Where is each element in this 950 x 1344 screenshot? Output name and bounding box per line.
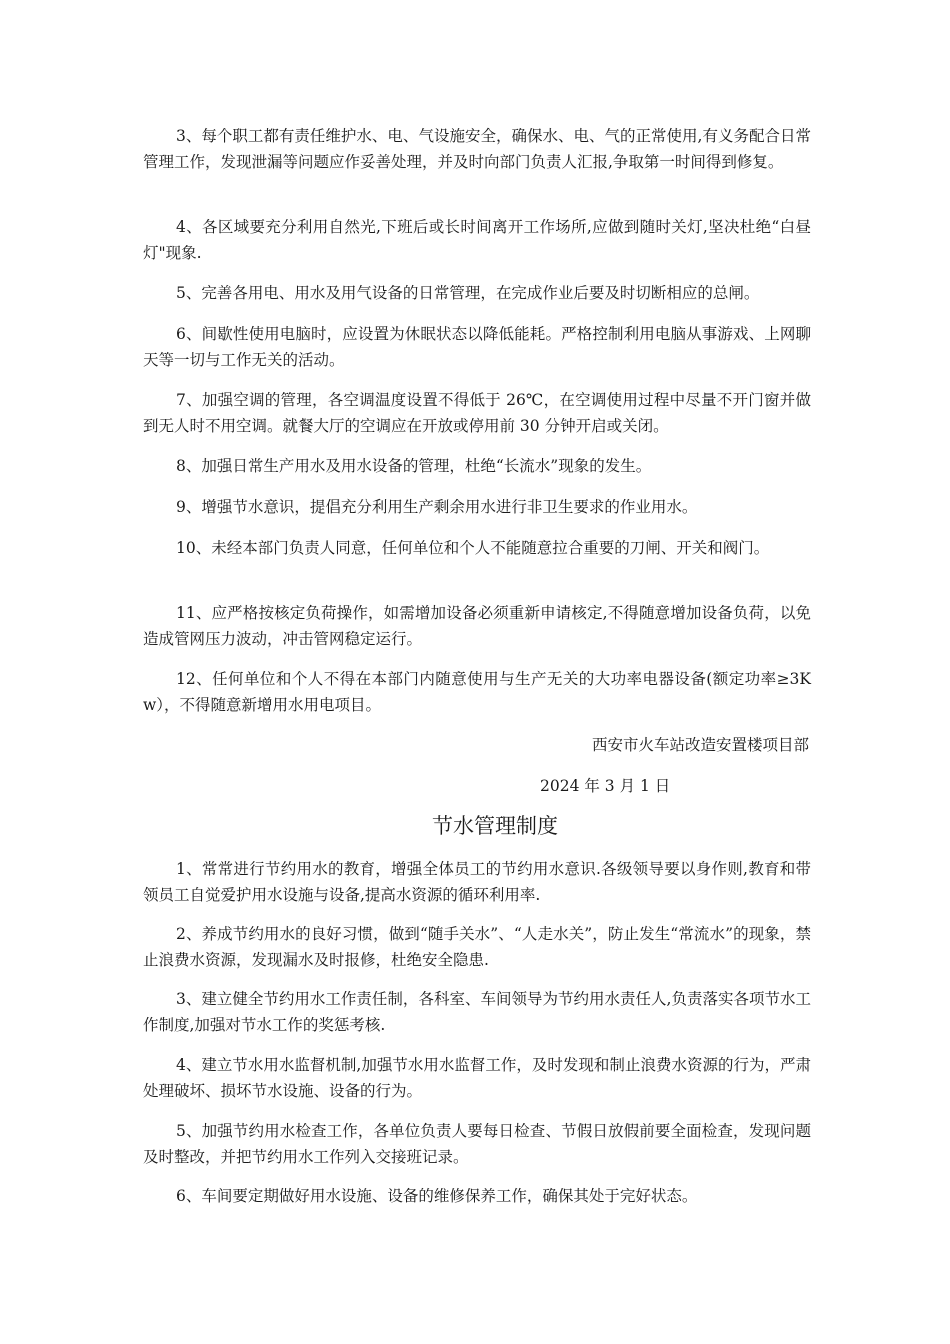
water-rule-item-4: 4、建立节水用水监督机制,加强节水用水监督工作，及时发现和制止浪费水资源的行为，严肃处理破坏、损坏节水设施、设备的行为。: [143, 1056, 811, 1100]
section-title: 节水管理制度: [432, 814, 558, 838]
water-rule-item-2: 2、养成节约用水的良好习惯，做到“随手关水”、“人走水关”，防止发生“常流水”的现象，禁止浪费水资源，发现漏水及时报修，杜绝安全隐患.: [143, 925, 811, 969]
water-rule-item-5: 5、加强节约用水检查工作，各单位负责人要每日检查、节假日放假前要全面检查，发现问题及时整改，并把节约用水工作列入交接班记录。: [143, 1122, 811, 1166]
rule-item-4: 4、各区域要充分利用自然光,下班后或长时间离开工作场所,应做到随时关灯,坚决杜绝“白昼灯"现象.: [143, 218, 811, 262]
rule-item-6: 6、间歇性使用电脑时，应设置为休眠状态以降低能耗。严格控制利用电脑从事游戏、上网聊天等一切与工作无关的活动。: [143, 325, 811, 369]
rule-item-5: 5、完善各用电、用水及用气设备的日常管理，在完成作业后要及时切断相应的总闸。: [176, 284, 760, 302]
water-rule-item-6: 6、车间要定期做好用水设施、设备的维修保养工作，确保其处于完好状态。: [176, 1187, 698, 1205]
rule-item-10: 10、未经本部门负责人同意，任何单位和个人不能随意拉合重要的刀闸、开关和阀门。: [176, 539, 770, 557]
signature-organization: 西安市火车站改造安置楼项目部: [591, 736, 809, 754]
rule-item-12: 12、任何单位和个人不得在本部门内随意使用与生产无关的大功率电器设备(额定功率≥3Kw），不得随意新增用水用电项目。: [143, 670, 811, 714]
water-rule-item-3: 3、建立健全节约用水工作责任制，各科室、车间领导为节约用水责任人,负责落实各项节水工作制度,加强对节水工作的奖惩考核.: [143, 990, 811, 1034]
rule-item-7: 7、加强空调的管理，各空调温度设置不得低于 26℃，在空调使用过程中尽量不开门窗并做到无人时不用空调。就餐大厅的空调应在开放或停用前 30 分钟开启或关闭。: [143, 391, 811, 435]
rule-item-9: 9、增强节水意识，提倡充分利用生产剩余用水进行非卫生要求的作业用水。: [176, 498, 698, 516]
signature-date: 2024 年 3 月 1 日: [540, 777, 671, 795]
rule-item-8: 8、加强日常生产用水及用水设备的管理，杜绝“长流水”现象的发生。: [176, 457, 652, 475]
water-rule-item-1: 1、常常进行节约用水的教育，增强全体员工的节约用水意识.各级领导要以身作则,教育和带领员工自觉爱护用水设施与设备,提高水资源的循环利用率.: [143, 860, 811, 904]
rule-item-11: 11、应严格按核定负荷操作，如需增加设备必须重新申请核定,不得随意增加设备负荷，以免造成管网压力波动，冲击管网稳定运行。: [143, 604, 811, 648]
rule-item-3: 3、每个职工都有责任维护水、电、气设施安全，确保水、电、气的正常使用,有义务配合日常管理工作，发现泄漏等问题应作妥善处理，并及时向部门负责人汇报,争取第一时间得到修复。: [143, 127, 811, 171]
